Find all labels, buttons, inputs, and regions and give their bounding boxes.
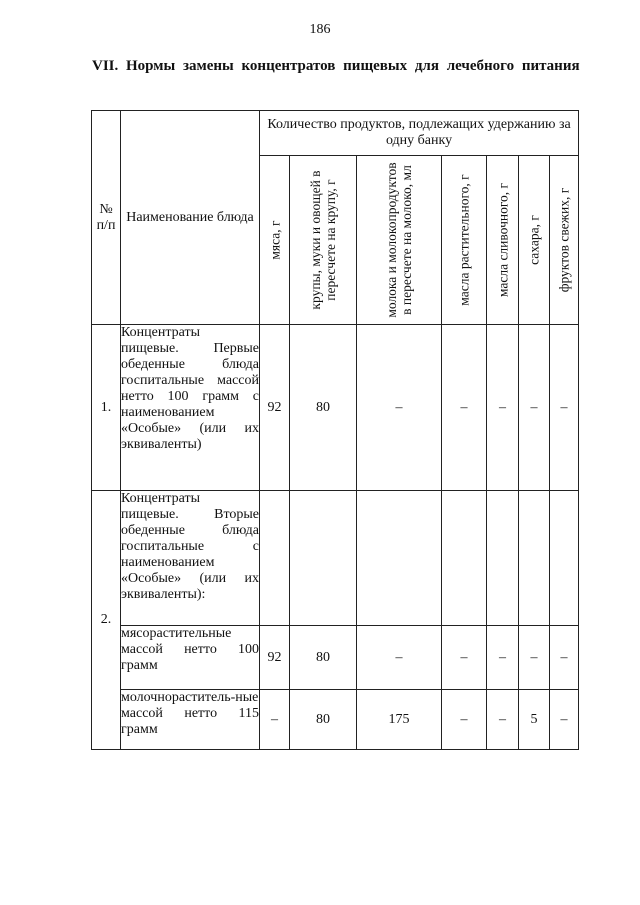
value-vegetable-oil: – xyxy=(442,690,487,750)
dish-name: мясорастительные массой нетто 100 грамм xyxy=(121,626,260,690)
value-sugar: – xyxy=(519,626,550,690)
value-milk: 175 xyxy=(357,690,442,750)
column-header-fruit: фруктов свежих, г xyxy=(550,156,579,325)
value-meat: – xyxy=(260,690,290,750)
value-sugar: – xyxy=(519,325,550,491)
column-header-cereal: крупы, муки и овощей в пересчете на крупу, г xyxy=(290,156,357,325)
empty-cell xyxy=(260,491,290,626)
dish-name: Концентраты пищевые. Вторые обеденные блюда госпитальные с наименованием «Особые» (или их эквиваленты): xyxy=(121,491,260,626)
table-row xyxy=(92,325,579,491)
value-fruit: – xyxy=(550,626,579,690)
value-fruit: – xyxy=(550,690,579,750)
value-cereal: 80 xyxy=(290,626,357,690)
value-vegetable-oil: – xyxy=(442,325,487,491)
value-meat: 92 xyxy=(260,325,290,491)
value-butter: – xyxy=(487,325,519,491)
row-number: 2. xyxy=(92,491,121,750)
column-header-meat: мяса, г xyxy=(260,156,290,325)
row-number: 1. xyxy=(92,325,121,491)
empty-cell xyxy=(550,491,579,626)
table-subrow xyxy=(92,690,579,750)
header-number: № п/п xyxy=(92,111,121,325)
value-cereal: 80 xyxy=(290,325,357,491)
page-number: 186 xyxy=(309,22,331,37)
section-title: VII. Нормы замены концентратов пищевых для лечебного питания xyxy=(92,58,580,74)
table-row xyxy=(92,491,579,626)
table-subrow xyxy=(92,626,579,690)
value-fruit: – xyxy=(550,325,579,491)
column-header-vegetable-oil: масла растительного, г xyxy=(442,156,487,325)
empty-cell xyxy=(357,491,442,626)
value-butter: – xyxy=(487,626,519,690)
value-butter: – xyxy=(487,690,519,750)
value-cereal: 80 xyxy=(290,690,357,750)
column-header-sugar: сахара, г xyxy=(519,156,550,325)
value-vegetable-oil: – xyxy=(442,626,487,690)
value-milk: – xyxy=(357,325,442,491)
header-name: Наименование блюда xyxy=(121,111,260,325)
dish-name: Концентраты пищевые. Первые обеденные блюда госпитальные массой нетто 100 грамм с наименованием «Особые» (или их эквиваленты) xyxy=(121,325,260,491)
empty-cell xyxy=(442,491,487,626)
empty-cell xyxy=(290,491,357,626)
value-sugar: 5 xyxy=(519,690,550,750)
value-milk: – xyxy=(357,626,442,690)
empty-cell xyxy=(487,491,519,626)
dish-name: молочнораститель-ные массой нетто 115 грамм xyxy=(121,690,260,750)
column-header-milk: молока и молокопродуктов в пересчете на молоко, мл xyxy=(357,156,442,325)
header-group: Количество продуктов, подлежащих удержанию за одну банку xyxy=(260,111,579,156)
norms-table xyxy=(91,110,579,750)
empty-cell xyxy=(519,491,550,626)
value-meat: 92 xyxy=(260,626,290,690)
column-header-butter: масла сливочного, г xyxy=(487,156,519,325)
